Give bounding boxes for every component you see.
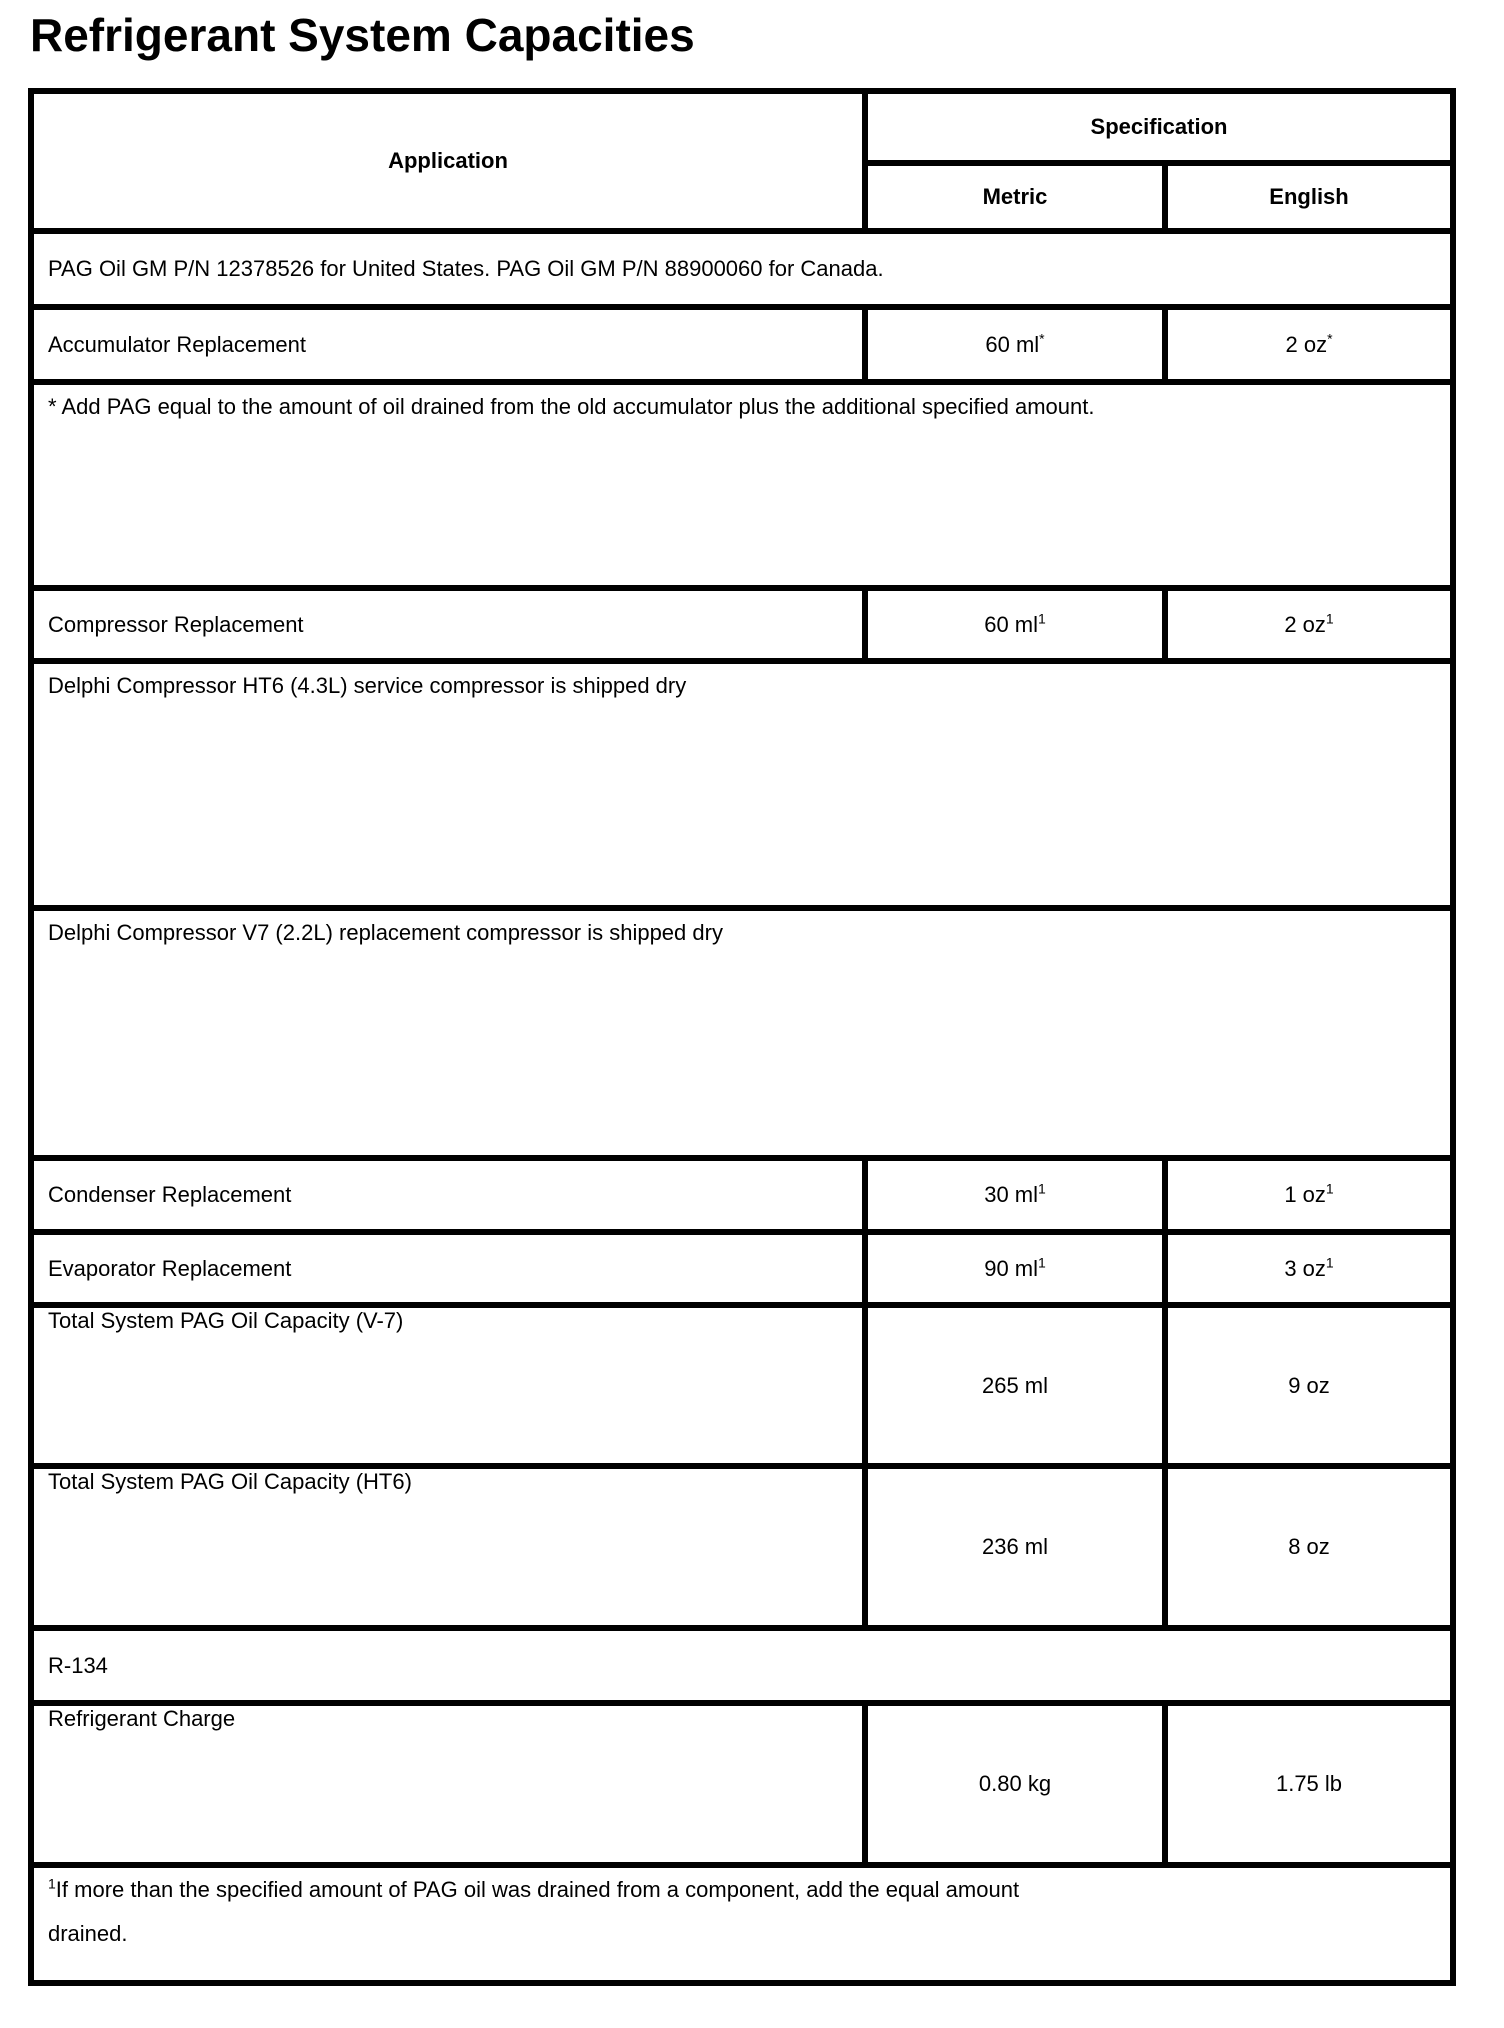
metric-value-cell — [865, 1466, 1165, 1628]
english-value: 2 oz — [1285, 331, 1328, 357]
column-header-metric: Metric — [865, 163, 1165, 231]
header-row-specification — [31, 91, 1453, 163]
metric-value: 60 ml — [984, 611, 1038, 637]
english-value-cell — [1165, 307, 1453, 382]
metric-value: 90 ml — [984, 1255, 1038, 1281]
metric-value-cell — [865, 307, 1165, 382]
note-text: Delphi Compressor HT6 (4.3L) service compressor is shipped dry — [48, 673, 687, 698]
metric-value: 236 ml — [981, 1534, 1049, 1559]
english-value: 1 oz — [1284, 1182, 1326, 1207]
english-value-cell — [1165, 1703, 1453, 1865]
english-value: 8 oz — [1288, 1534, 1330, 1559]
application-cell: Accumulator Replacement — [31, 307, 865, 382]
metric-footnote-marker: 1 — [1038, 610, 1046, 627]
english-value-cell — [1165, 1305, 1453, 1466]
metric-value-cell — [865, 1305, 1165, 1466]
english-value-cell — [1165, 1232, 1453, 1305]
page-title: Refrigerant System Capacities — [30, 9, 695, 61]
english-value: 9 oz — [1288, 1372, 1330, 1398]
metric-footnote-marker: * — [1039, 330, 1045, 347]
metric-value-cell — [865, 1232, 1165, 1305]
note-text: R-134 — [48, 1652, 108, 1678]
note-text: PAG Oil GM P/N 12378526 for United States. PAG Oil GM P/N 88900060 for Canada. — [48, 256, 884, 281]
english-value-cell — [1165, 1466, 1453, 1628]
table-row — [31, 1628, 1453, 1703]
english-footnote-marker: 1 — [1325, 610, 1334, 627]
table-row — [31, 588, 1453, 661]
application-cell: Total System PAG Oil Capacity (HT6) — [31, 1466, 865, 1628]
table-row — [31, 1232, 1453, 1305]
english-footnote-marker: * — [1327, 330, 1333, 347]
application-cell: Evaporator Replacement — [31, 1232, 865, 1305]
column-header-application: Application — [31, 91, 865, 231]
table-row — [31, 307, 1453, 382]
application-cell: Refrigerant Charge — [31, 1703, 865, 1865]
application-cell: Condenser Replacement — [31, 1158, 865, 1232]
table-row — [31, 1466, 1453, 1628]
metric-footnote-marker: 1 — [1038, 1180, 1046, 1197]
english-footnote-marker: 1 — [1325, 1254, 1334, 1271]
application-cell: Compressor Replacement — [31, 588, 865, 661]
english-value-cell — [1165, 1158, 1453, 1232]
note-cell — [31, 382, 1453, 588]
english-value: 3 oz — [1284, 1255, 1326, 1281]
table-row — [31, 908, 1453, 1158]
table-row — [31, 1865, 1453, 1983]
english-value-cell — [1165, 588, 1453, 661]
note-text: * Add PAG equal to the amount of oil drained from the old accumulator plus the additional specified amount. — [48, 394, 1095, 419]
metric-footnote-marker: 1 — [1038, 1254, 1046, 1271]
note-cell — [31, 661, 1453, 908]
table-row — [31, 661, 1453, 908]
application-cell: Total System PAG Oil Capacity (V-7) — [31, 1305, 865, 1466]
column-header-specification: Specification — [865, 91, 1453, 163]
note-cell — [31, 908, 1453, 1158]
metric-value: 60 ml — [985, 331, 1040, 357]
footnote-cell — [31, 1865, 1453, 1983]
metric-value-cell — [865, 1703, 1165, 1865]
metric-value-cell — [865, 588, 1165, 661]
column-header-english: English — [1165, 163, 1453, 231]
table-row — [31, 1703, 1453, 1865]
table-row — [31, 231, 1453, 307]
metric-value: 0.80 kg — [978, 1771, 1052, 1796]
note-text: Delphi Compressor V7 (2.2L) replacement compressor is shipped dry — [48, 920, 723, 945]
english-value: 1.75 lb — [1275, 1771, 1343, 1796]
table-row — [31, 1158, 1453, 1232]
english-value: 2 oz — [1284, 611, 1326, 637]
note-cell — [31, 231, 1453, 307]
refrigerant-capacities-table — [28, 88, 1456, 1986]
footnote-marker: 1 — [48, 1875, 56, 1892]
metric-value-cell — [865, 1158, 1165, 1232]
table-row — [31, 1305, 1453, 1466]
english-footnote-marker: 1 — [1325, 1180, 1334, 1197]
metric-value: 265 ml — [981, 1372, 1049, 1398]
table-row — [31, 382, 1453, 588]
note-cell — [31, 1628, 1453, 1703]
metric-value: 30 ml — [984, 1182, 1038, 1207]
footnote-text: $^1$If more than the specified amount of PAG oil was drained from a component, add the equal amount drained. — [48, 1875, 1020, 1946]
